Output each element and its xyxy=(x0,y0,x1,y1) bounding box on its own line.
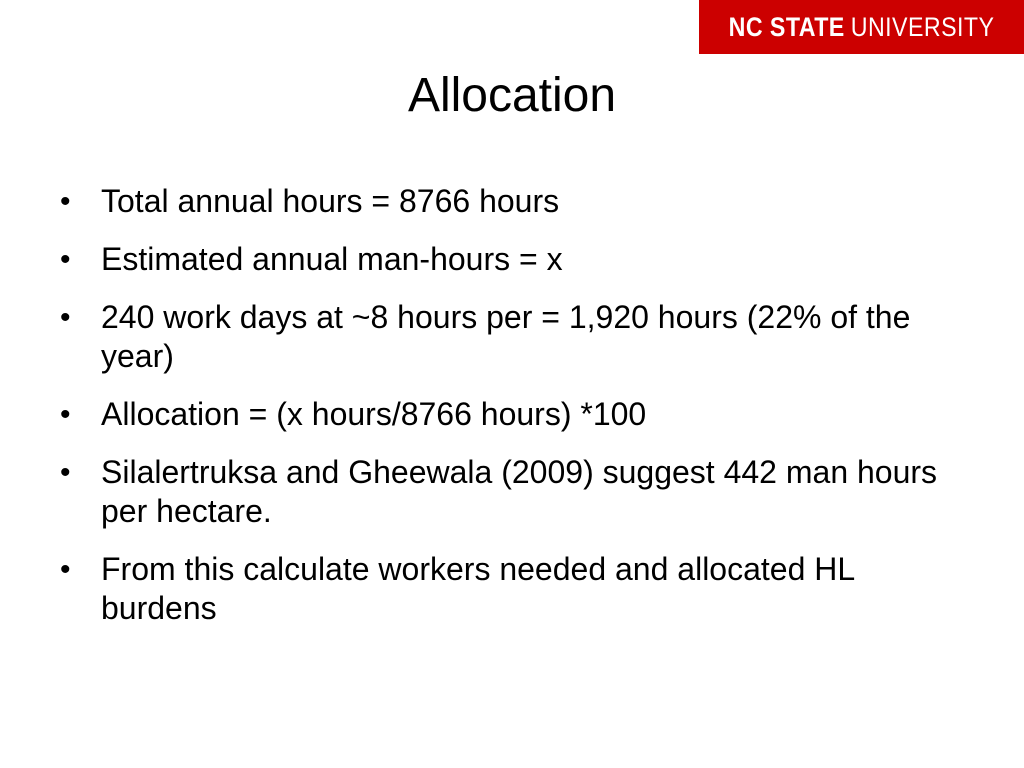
bullet-text: Estimated annual man-hours = x xyxy=(101,241,563,277)
bullet-icon: • xyxy=(60,243,71,276)
bullet-item xyxy=(58,453,978,531)
logo-text xyxy=(729,12,995,43)
bullet-icon: • xyxy=(60,398,71,431)
bullet-icon: • xyxy=(60,185,71,218)
bullet-icon: • xyxy=(60,301,71,334)
bullet-icon: • xyxy=(60,553,71,586)
bullet-text: 240 work days at ~8 hours per = 1,920 hours (22% of the year) xyxy=(101,299,911,374)
logo-bold-text: NC STATE xyxy=(728,11,845,42)
logo-light-text: UNIVERSITY xyxy=(850,11,995,42)
bullet-item xyxy=(58,298,978,376)
bullet-text: Allocation = (x hours/8766 hours) *100 xyxy=(101,396,647,432)
slide-title: Allocation xyxy=(407,69,617,122)
bullet-icon: • xyxy=(60,456,71,489)
bullet-item xyxy=(58,182,978,221)
bullet-item xyxy=(58,240,978,279)
bullet-item xyxy=(58,395,978,434)
bullet-item xyxy=(58,550,978,628)
nc-state-logo xyxy=(699,0,1024,54)
bullet-text: Total annual hours = 8766 hours xyxy=(101,183,560,219)
bullet-text: Silalertruksa and Gheewala (2009) suggest 442 man hours per hectare. xyxy=(101,454,938,529)
bullet-list xyxy=(58,182,978,647)
bullet-text: From this calculate workers needed and allocated HL burdens xyxy=(101,551,854,626)
